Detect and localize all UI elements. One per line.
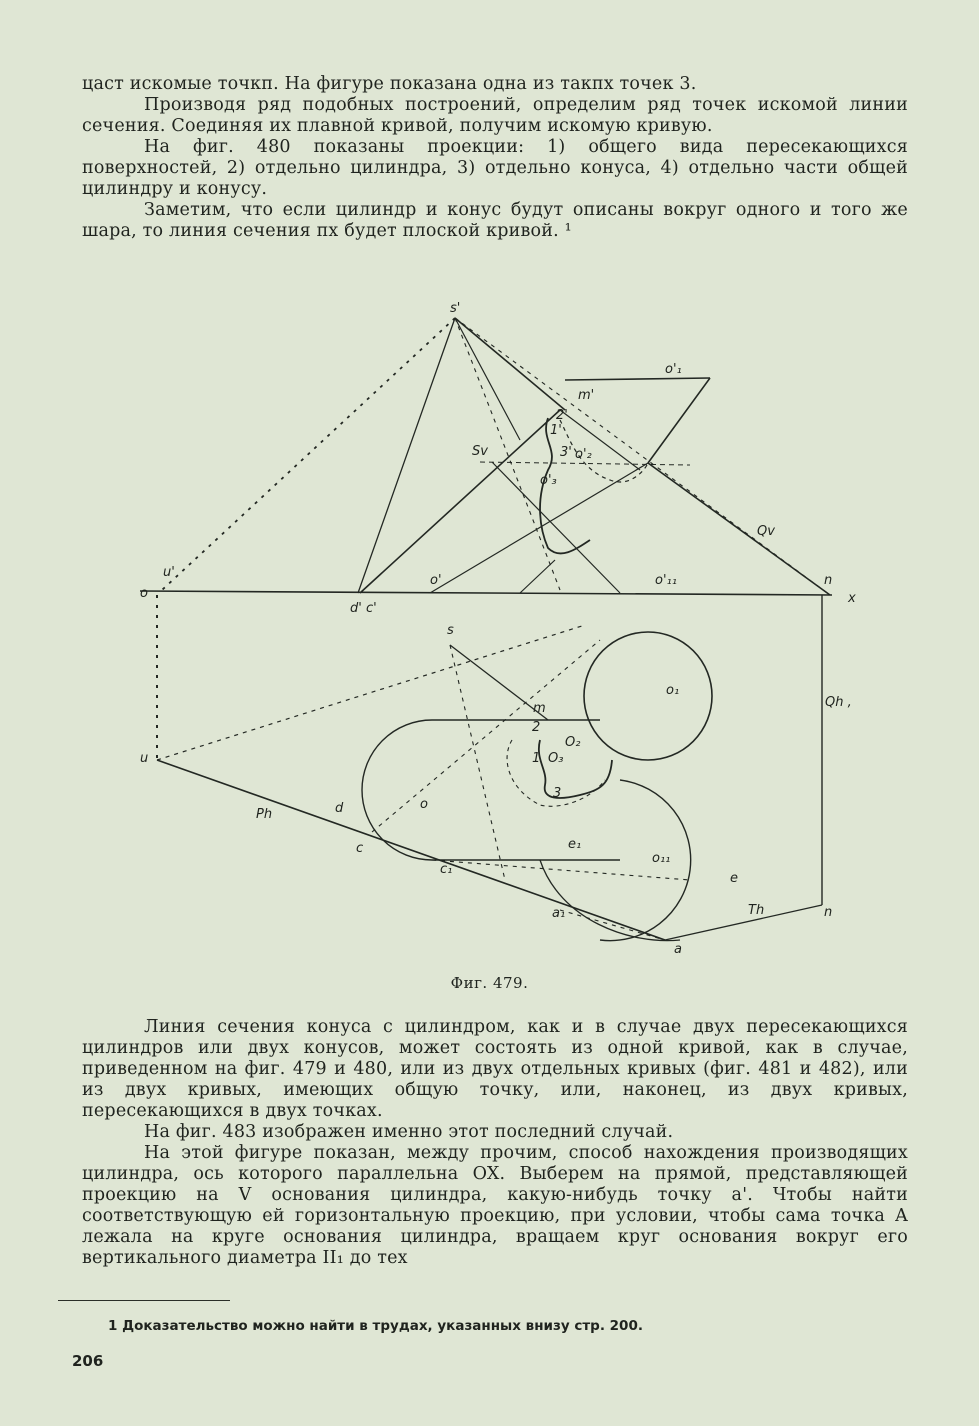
label-sv: Sv [472,444,488,459]
label-1: 1 [532,751,541,766]
vert-hidden [455,318,560,590]
paragraph-5: Линия сечения конуса с цилиндром, как и в случае двух пересекающихся цилиндров или двух конусов, может состоять из одной кривой, как в случае, приведенном на фиг. 479 и 480, или из двух отдельных кривых (фиг. 481 и 482), или из двух кривых, имеющих общую точку, или, наконец, из двух кривых, пересекающихся в двух точках. [82,1017,908,1121]
cone-generator-2 [455,318,520,440]
label-qv: Qv [757,524,775,539]
label-c: c [356,841,364,856]
label-3: 3 [553,786,562,801]
cone-generator-right [455,318,565,410]
figure-caption: Фиг. 479. [450,974,529,992]
label-s-prime: s' [450,301,461,316]
paragraph-1: цаст искомые точкп. На фигуре показана одна из такпх точек 3. [82,74,697,94]
label-n-bottom: n [824,905,833,920]
cone-to-n [455,318,833,595]
label-ph: Ph [256,807,273,822]
paragraph-2: Производя ряд подобных построений, определим ряд точек искомой линии сечения. Соединяя их плавной кривой, получим искомую кривую. [82,95,908,136]
label-1-prime: 1' [550,423,562,438]
cylinder-outline [362,720,620,860]
th-trace [665,905,822,940]
label-e1: e₁ [568,837,582,852]
cyl-top-edge [565,378,710,380]
cyl-top-right [648,378,710,463]
label-u-prime: u' [163,565,175,580]
footnote: 1 Доказательство можно найти в трудах, указанных внизу стр. 200. [108,1318,643,1334]
section-curve-vertical-hidden [560,420,648,482]
footnote-rule [58,1300,230,1301]
base-seg [520,560,555,593]
lower-circle-arc [540,860,680,941]
label-d: d [335,801,344,816]
label-3-prime: 3' [560,445,572,460]
cyl-edge-lower [430,463,648,593]
label-o1: o₁ [666,683,680,698]
label-x-axis: x [848,591,856,606]
cone-generator-left [358,318,455,593]
ground-line-ox [140,591,832,595]
label-a: a [674,942,682,957]
label-o2: O₂ [565,735,581,750]
label-o11-prime: o'₁₁ [655,573,677,588]
ph-trace [157,760,665,940]
cylinder-base-circle-top [584,632,712,760]
label-m: m [533,701,546,716]
label-c1: c₁ [440,862,453,877]
label-2-prime: 2' [556,408,568,423]
label-e: e [730,871,738,886]
paragraph-4: Заметим, что если цилиндр и конус будут описаны вокруг одного и того же шара, то линия сечения пх будет плоской кривой. ¹ [82,200,908,241]
bottom-text [82,1017,908,1269]
paragraph-7: На этой фигуре показан, между прочим, способ нахождения производящих цилиндра, ось которого параллельна OX. Выберем на прямой, представляющей проекцию на V основания цилиндра, какую-нибудь точку a'. Чтобы найти соответствующую ей горизонтальную проекцию, при условии, чтобы сама точка A лежала на круге основания цилиндра, вращаем круг основания вокруг его вертикального диаметра II₁ до тех [82,1143,908,1268]
label-a1: a₁ [552,906,566,921]
label-qh: Qh , [825,695,852,710]
label-o-lower: o [420,797,428,812]
label-o-left: o [140,586,148,601]
label-o11: o₁₁ [652,851,671,866]
paragraph-3: На фиг. 480 показаны проекции: 1) общего вида пересекающихся поверхностей, 2) отдельно цилиндра, 3) отдельно конуса, 4) отдельно части общей цилиндру и конусу. [82,137,908,199]
cyl-base-right [560,410,640,470]
label-dc-prime: d' c' [350,601,377,616]
su-prime-line [162,318,455,590]
label-s: s [447,623,454,638]
u-to-s [157,625,585,760]
label-n-top: n [824,573,833,588]
label-2: 2 [532,720,541,735]
label-o2-prime: o'₂ [575,447,592,462]
label-u: u [140,751,149,766]
label-o3-prime: o'₃ [540,473,557,488]
label-th: Th [748,903,765,918]
label-o-prime: o' [430,573,442,588]
page-number: 206 [72,1352,104,1370]
label-o3: O₃ [548,751,564,766]
label-o1-prime: o'₁ [665,362,682,377]
label-m-prime: m' [578,388,595,403]
paragraph-6: На фиг. 483 изображен именно этот последний случай. [144,1122,674,1142]
cyl-h-diag-3 [560,910,665,940]
